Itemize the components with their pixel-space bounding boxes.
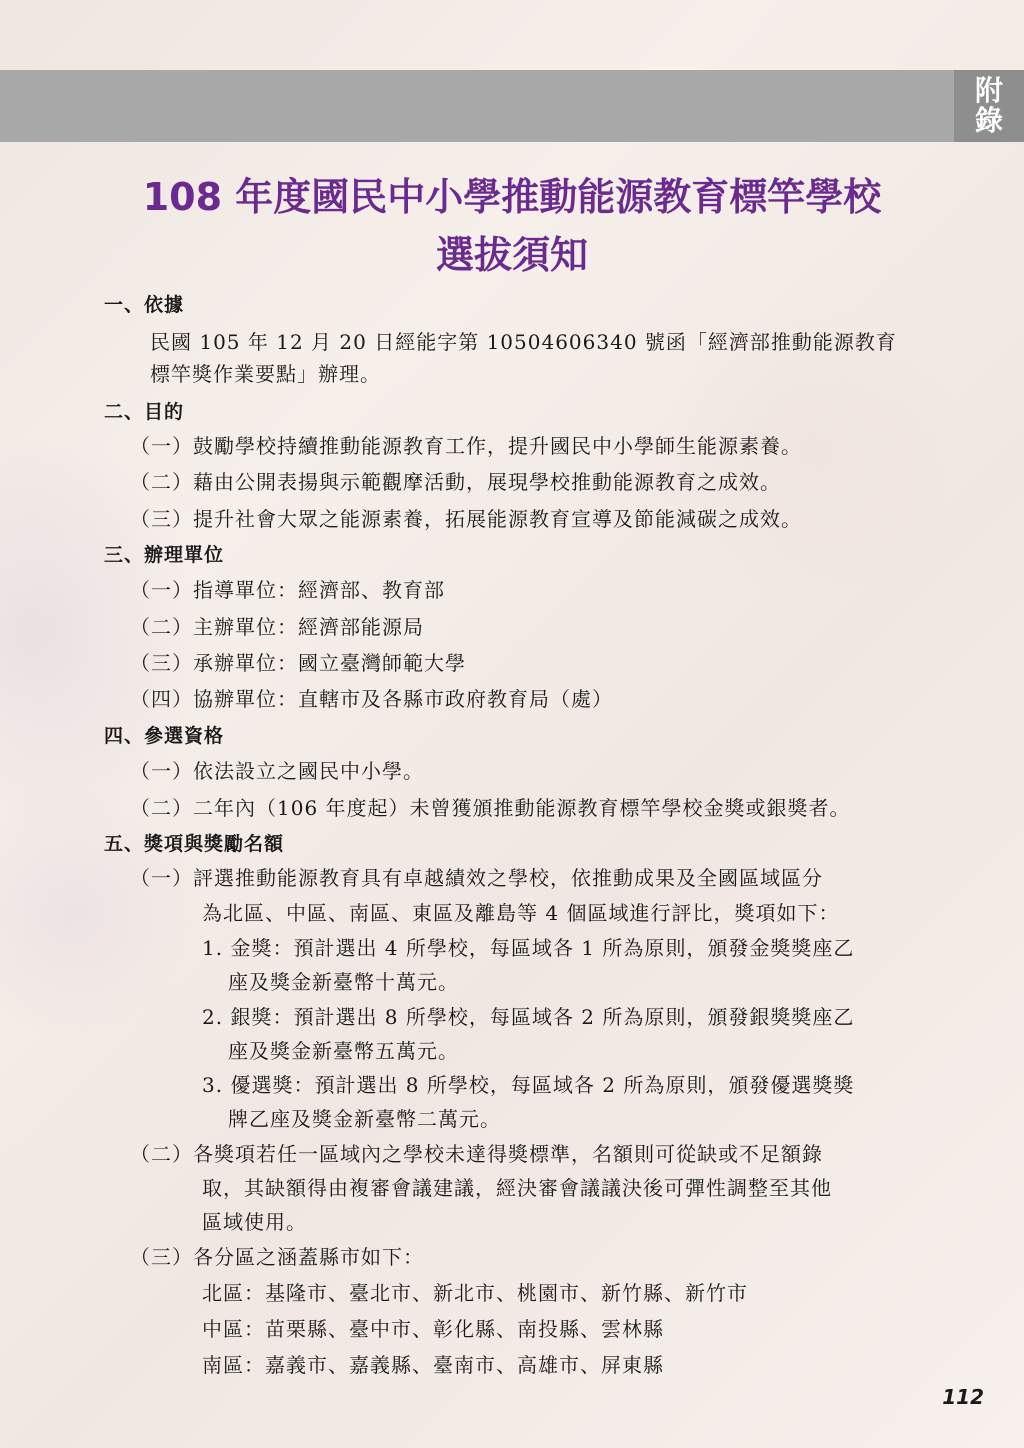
region-line-central: 中區：苗栗縣、臺中市、彰化縣、南投縣、雲林縣	[202, 1317, 664, 1341]
page-title	[0, 168, 1024, 284]
list-item-continuation: 取，其缺額得由複審會議建議，經決審會議議決後可彈性調整至其他	[202, 1176, 832, 1200]
list-item: （二）藉由公開表揚與示範觀摩活動，展現學校推動能源教育之成效。	[130, 470, 781, 494]
list-item: （二）各獎項若任一區域內之學校未達得獎標準，名額則可從缺或不足額錄	[130, 1142, 823, 1166]
list-item: （四）協辦單位：直轄市及各縣市政府教育局（處）	[130, 687, 613, 711]
region-line-south: 南區：嘉義市、嘉義縣、臺南市、高雄市、屏東縣	[202, 1353, 664, 1377]
header-bar	[0, 70, 954, 142]
list-item: （一）指導單位：經濟部、教育部	[130, 578, 445, 602]
list-item: （三）各分區之涵蓋縣市如下：	[130, 1245, 424, 1269]
section-heading: 四、參選資格	[104, 725, 225, 747]
section-heading: 一、依據	[104, 294, 185, 316]
appendix-tab-char-2: 錄	[974, 104, 1003, 137]
page-number: 112	[942, 1385, 984, 1409]
sub-list-item-continuation: 座及獎金新臺幣五萬元。	[228, 1039, 459, 1063]
title-line-2: 選拔須知	[435, 233, 588, 277]
sub-list-item-continuation: 座及獎金新臺幣十萬元。	[228, 970, 459, 994]
list-item-continuation: 為北區、中區、南區、東區及離島等 4 個區域進行評比，獎項如下：	[202, 901, 840, 925]
section-heading: 五、獎項與獎勵名額	[104, 833, 285, 855]
list-item: （一）評選推動能源教育具有卓越績效之學校，依推動成果及全國區域區分	[130, 866, 823, 890]
sub-list-item: 3. 優選獎：預計選出 8 所學校，每區域各 2 所為原則，頒發優選獎獎	[202, 1073, 855, 1097]
list-item: （一）依法設立之國民中小學。	[130, 759, 424, 783]
list-item: （一）鼓勵學校持續推動能源教育工作，提升國民中小學師生能源素養。	[130, 434, 802, 458]
region-line-north: 北區：基隆市、臺北市、新北市、桃園市、新竹縣、新竹市	[202, 1281, 748, 1305]
sub-list-item: 1. 金獎：預計選出 4 所學校，每區域各 1 所為原則，頒發金獎獎座乙	[202, 936, 855, 960]
appendix-tab-char-1: 附	[974, 74, 1003, 107]
section-heading: 三、辦理單位	[104, 544, 225, 566]
sub-list-item-continuation: 牌乙座及獎金新臺幣二萬元。	[228, 1107, 501, 1131]
title-line-1: 108 年度國民中小學推動能源教育標竿學校	[142, 175, 882, 219]
list-item-continuation: 區域使用。	[202, 1210, 307, 1234]
list-item: （二）主辦單位：經濟部能源局	[130, 615, 424, 639]
sub-list-item: 2. 銀獎：預計選出 8 所學校，每區域各 2 所為原則，頒發銀獎獎座乙	[202, 1005, 855, 1029]
appendix-tab	[954, 70, 1024, 142]
section-heading: 二、目的	[104, 401, 185, 423]
paragraph-line: 民國 105 年 12 月 20 日經能字第 10504606340 號函「經濟部推動能源教育	[150, 330, 897, 354]
list-item: （三）承辦單位：國立臺灣師範大學	[130, 651, 466, 675]
list-item: （二）二年內（106 年度起）未曾獲頒推動能源教育標竿學校金獎或銀獎者。	[130, 796, 851, 820]
list-item: （三）提升社會大眾之能源素養，拓展能源教育宣導及節能減碳之成效。	[130, 507, 802, 531]
paragraph-line: 標竿獎作業要點」辦理。	[150, 362, 381, 386]
